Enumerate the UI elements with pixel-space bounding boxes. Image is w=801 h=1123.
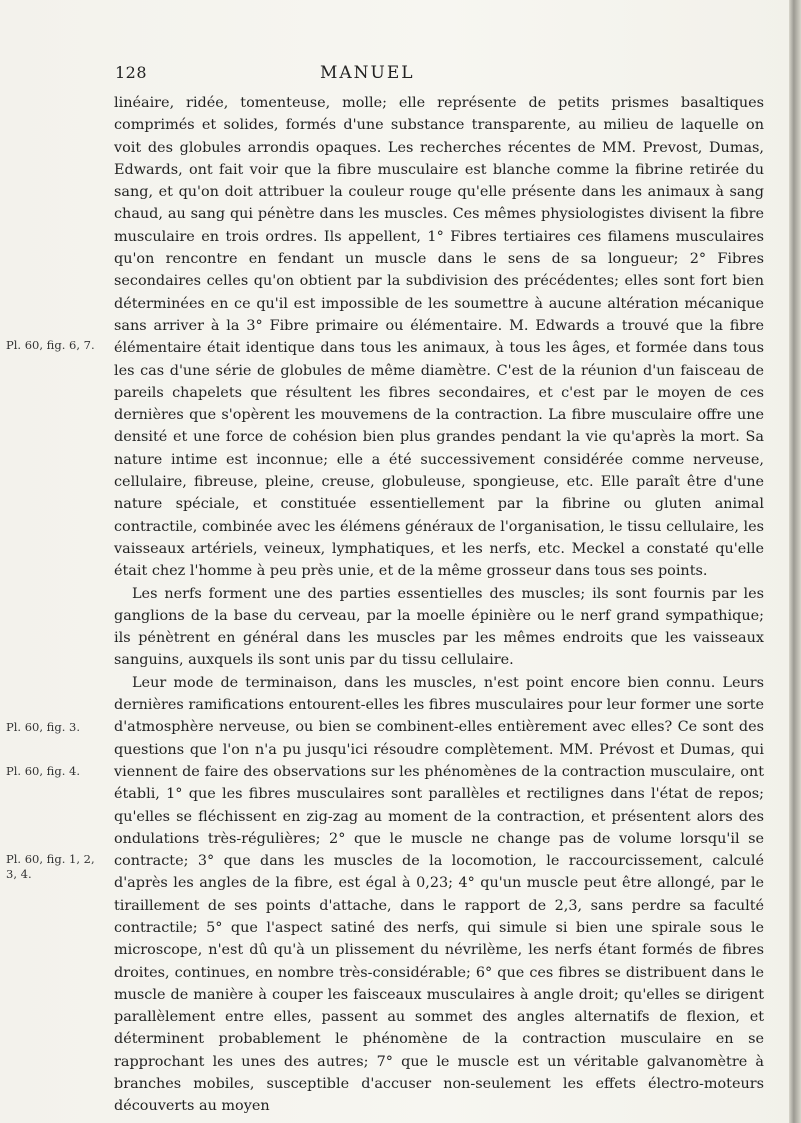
paragraph-nerves: Les nerfs forment une des parties essentielles des muscles; ils sont fournis par les ganglions de la base du cerveau, par la moelle épinière ou le nerf grand sympathique; ils pénètrent en général dans les muscles par les mêmes endroits que les vaisseaux sanguins, auxquels ils sont unis par du tissu cellulaire. (114, 585, 764, 669)
page-edge-shadow (789, 0, 801, 1123)
body-text (114, 92, 764, 1118)
paragraph-nerve-termination: Leur mode de terminaison, dans les muscles, n'est point encore bien connu. Leurs dernières ramifications entourent-elles les fibres musculaires pour leur former une sorte d'atmosphère nerveuse, ou bien se combinent-elles entièrement avec elles? Ce sont des questions que l'on n'a pu jusqu'ici résoudre complètement. MM. Prévost et Dumas, qui viennent de faire des observations sur les phénomènes de la contraction musculaire, ont établi, 1° que les fibres musculaires sont parallèles et rectilignes dans l'état de repos; qu'elles se fléchissent en zig-zag au moment de la contraction, et présentent alors des ondulations très-régulières; 2° que le muscle ne change pas de volume lorsqu'il se contracte; 3° que dans les muscles de la locomotion, le raccourcissement, calculé d'après les angles de la fibre, est égal à 0,23; 4° qu'un muscle peut être allongé, par le tiraillement de ses points d'attache, dans le rapport de 2,3, sans perdre sa faculté contractile; 5° que l'aspect satiné des nerfs, qui simule si bien une spirale sous le microscope, n'est dû qu'à un plissement du névrilème, les nerfs étant formés de fibres droites, continues, en nombre très-considérable; 6° que ces fibres se distribuent dans le muscle de manière à couper les faisceaux musculaires à angle droit; qu'elles se dirigent parallèlement entre elles, passent au sommet des angles alternatifs de flexion, et déterminent probablement le phénomène de la contraction musculaire en se rapprochant les unes des autres; 7° que le muscle est un véritable galvanomètre à branches mobiles, susceptible d'accuser non-seulement les effets électro-moteurs découverts au moyen (114, 674, 764, 1115)
paragraph-fiber-description: linéaire, ridée, tomenteuse, molle; elle représente de petits prismes basaltiques comprimés et solides, formés d'une substance transparente, au milieu de laquelle on voit des globules arrondis opaques. Les recherches récentes de MM. Prevost, Dumas, Edwards, ont fait voir que la fibre musculaire est blanche comme la fibrine retirée du sang, et qu'on doit attribuer la couleur rouge qu'elle présente dans les animaux à sang chaud, au sang qui pénètre dans les muscles. Ces mêmes physiologistes divisent la fibre musculaire en trois ordres. Ils appellent, 1° Fibres tertiaires ces filamens musculaires qu'on rencontre en fendant un muscle dans le sens de sa longueur; 2° Fibres secondaires celles qu'on obtient par la subdivision des précédentes; elles sont fort bien déterminées en ce qu'il est impossible de les soumettre à aucune altération mécanique sans arriver à la 3° Fibre primaire ou élémentaire. M. Edwards a trouvé que la fibre élémentaire était identique dans tous les animaux, à tous les âges, et formée dans tous les cas d'une série de globules de même diamètre. C'est de la réunion d'un faisceau de pareils chapelets que résultent les fibres secondaires, et c'est par le moyen de ces dernières que s'opèrent les mouvemens de la contraction. La fibre musculaire offre une densité et une force de cohésion bien plus grandes pendant la vie qu'après la mort. Sa nature intime est inconnue; elle a été successivement considérée comme nerveuse, cellulaire, fibreuse, pleine, creuse, globuleuse, spongieuse, etc. Elle paraît être d'une nature spéciale, et constituée essentiellement par la fibrine ou gluten animal contractile, combinée avec les élémens généraux de l'organisation, le tissu cellulaire, les vaisseaux artériels, veineux, lymphatiques, et les nerfs, etc. Meckel a constaté qu'elle était chez l'homme à peu près unie, et de la même grosseur dans tous ses points. (114, 95, 764, 580)
margin-note-figure: Pl. 60, fig. 4. (6, 764, 80, 778)
margin-note-figure: Pl. 60, fig. 1, 2, 3, 4. (6, 852, 95, 881)
page-number: 128 (115, 63, 148, 82)
running-title: MANUEL (320, 63, 415, 83)
margin-note-figure: Pl. 60, fig. 6, 7. (6, 338, 95, 352)
margin-note-figure: Pl. 60, fig. 3. (6, 720, 80, 734)
